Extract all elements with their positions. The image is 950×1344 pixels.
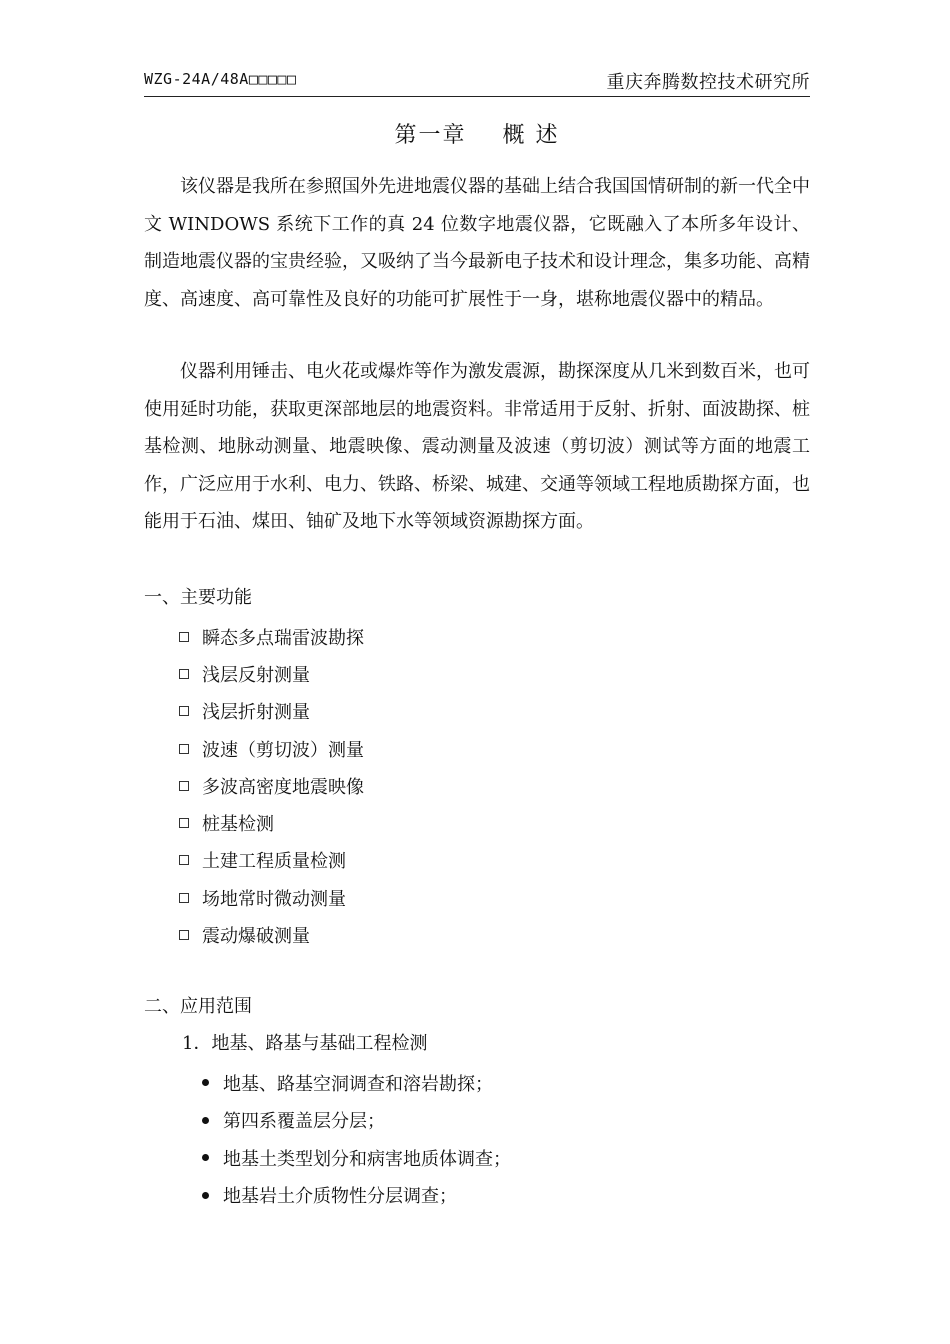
list-item — [178, 767, 364, 804]
list-item-label: 地基土类型划分和病害地质体调查； — [223, 1148, 511, 1170]
list-item-label: 震动爆破测量 — [202, 926, 310, 948]
list-item — [202, 1102, 511, 1140]
list-item — [202, 1177, 511, 1215]
function-list — [178, 618, 364, 954]
intro-paragraph-1: 该仪器是我所在参照国外先进地震仪器的基础上结合我国国情研制的新一代全中文 WINDOWS 系统下工作的真 24 位数字地震仪器，它既融入了本所多年设计、制造地震仪器的宝贵经验，又吸纳了当今最新电子技术和设计理念，集多功能、高精度、高速度、高可靠性及良好的功能可扩展性于一身，堪称地震仪器中的精品。 — [144, 176, 810, 310]
subsection-heading: 1．地基、路基与基础工程检测 — [182, 1033, 428, 1054]
square-bullet-icon — [179, 632, 189, 642]
list-item-label: 浅层反射测量 — [202, 664, 310, 686]
list-item-label: 第四系覆盖层分层； — [223, 1111, 385, 1133]
list-item — [178, 693, 364, 730]
header-organization-text: 重庆奔腾数控技术研究所 — [606, 72, 810, 93]
list-item — [178, 804, 364, 841]
list-item-label: 桩基检测 — [202, 814, 274, 836]
list-item — [178, 730, 364, 767]
square-bullet-icon — [179, 855, 189, 865]
intro-paragraph-2: 仪器利用锤击、电火花或爆炸等作为激发震源，勘探深度从几米到数百米，也可使用延时功能，获取更深部地层的地震资料。非常适用于反射、折射、面波勘探、桩基检测、地脉动测量、地震映像、震动测量及波速（剪切波）测试等方面的地震工作，广泛应用于水利、电力、铁路、桥梁、城建、交通等领域工程地质勘探方面，也能用于石油、煤田、铀矿及地下水等领域资源勘探方面。 — [144, 361, 810, 532]
round-bullet-icon — [202, 1117, 209, 1124]
list-item-label: 波速（剪切波）测量 — [202, 739, 364, 761]
list-item-label: 浅层折射测量 — [202, 702, 310, 724]
list-item-label: 场地常时微动测量 — [202, 888, 346, 910]
list-item — [178, 842, 364, 879]
header-model-text: WZG-24A/48A□□□□□ — [144, 70, 297, 88]
round-bullet-icon — [202, 1154, 209, 1161]
square-bullet-icon — [179, 744, 189, 754]
square-bullet-icon — [179, 669, 189, 679]
round-bullet-icon — [202, 1192, 209, 1199]
list-item — [202, 1139, 511, 1177]
page-header — [144, 66, 810, 97]
list-item — [178, 618, 364, 655]
list-item-label: 地基、路基空洞调查和溶岩勘探； — [223, 1073, 493, 1095]
list-item — [178, 655, 364, 692]
list-item-label: 瞬态多点瑞雷波勘探 — [202, 627, 364, 649]
section-heading-functions: 一、主要功能 — [144, 587, 252, 608]
square-bullet-icon — [179, 930, 189, 940]
list-item — [202, 1064, 511, 1102]
list-item — [178, 879, 364, 916]
chapter-title: 第一章 概 述 — [394, 123, 560, 148]
round-bullet-icon — [202, 1079, 209, 1086]
square-bullet-icon — [179, 706, 189, 716]
square-bullet-icon — [179, 781, 189, 791]
list-item-label: 多波高密度地震映像 — [202, 776, 364, 798]
application-bullet-list — [202, 1064, 511, 1214]
square-bullet-icon — [179, 818, 189, 828]
list-item-label: 地基岩土介质物性分层调查； — [223, 1186, 457, 1208]
list-item — [178, 916, 364, 953]
square-bullet-icon — [179, 893, 189, 903]
list-item-label: 土建工程质量检测 — [202, 851, 346, 873]
section-heading-applications: 二、应用范围 — [144, 996, 252, 1017]
